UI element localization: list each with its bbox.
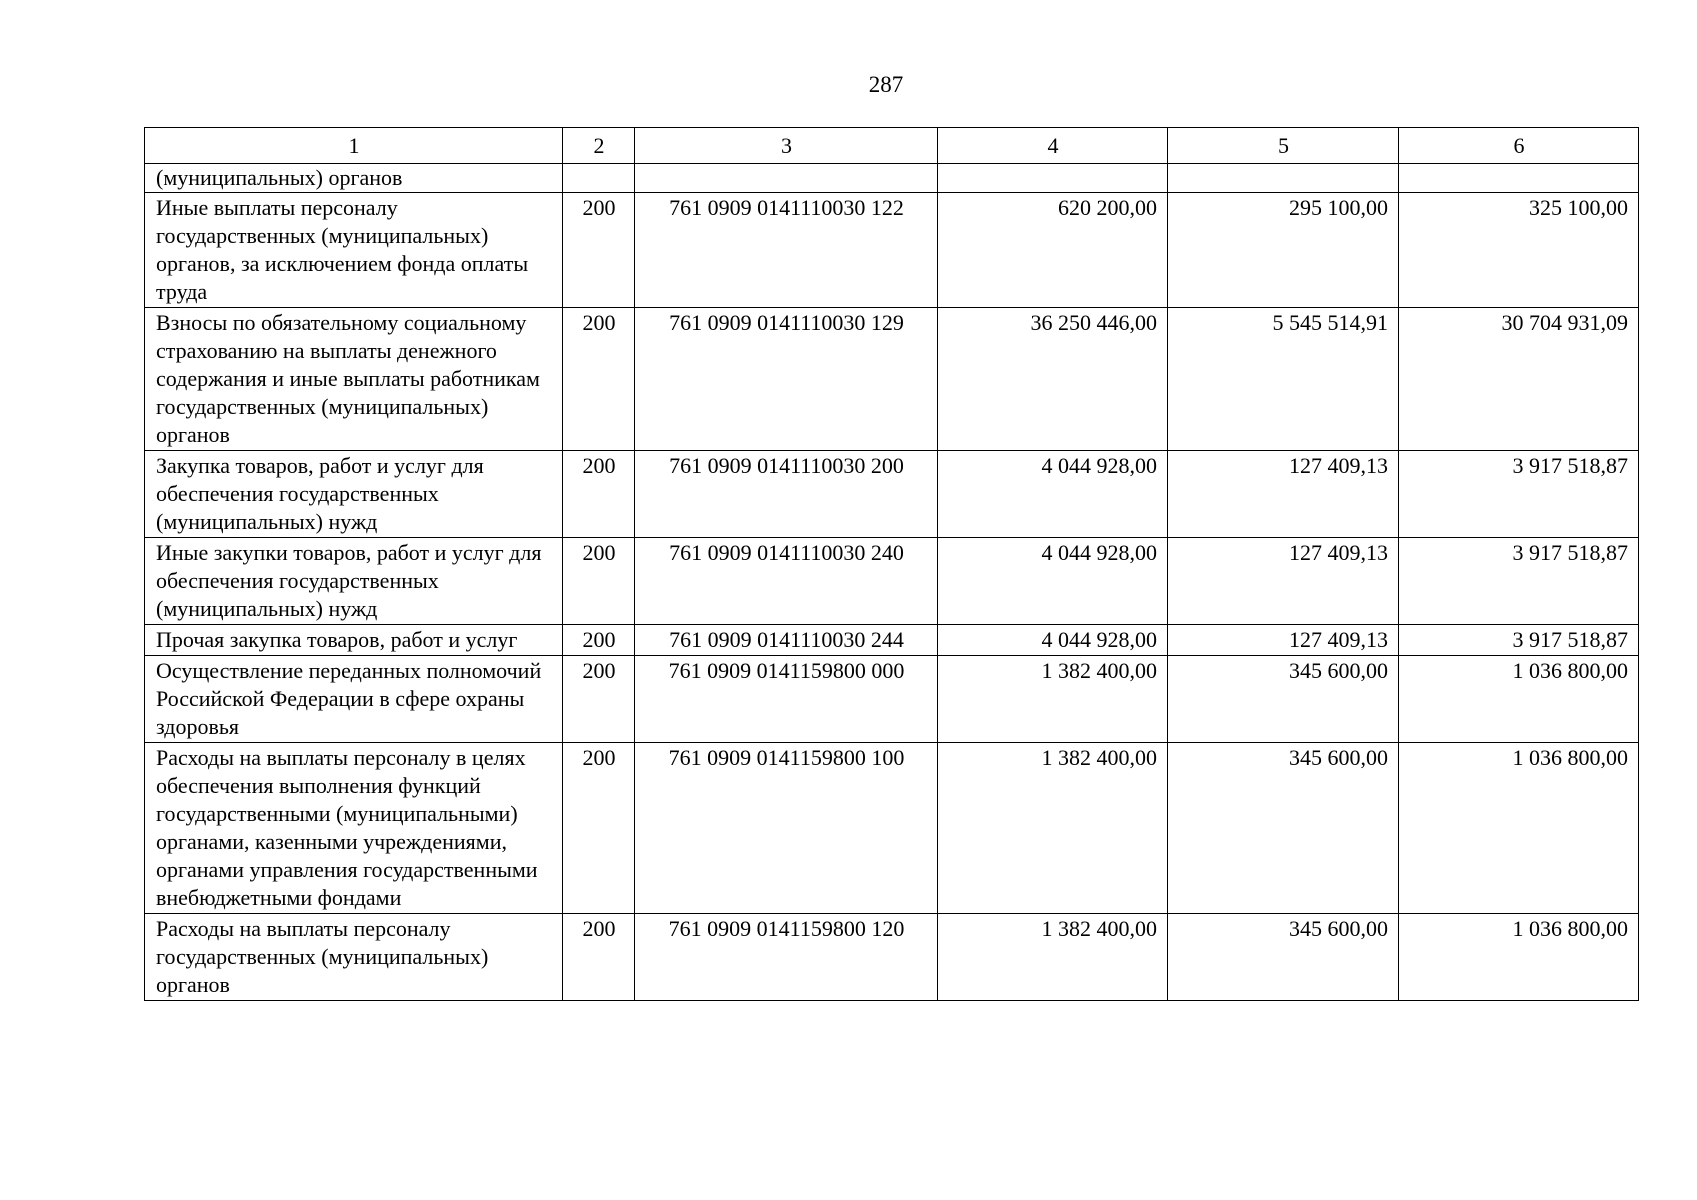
row-line-code-cell: 200 bbox=[563, 308, 635, 451]
table-row bbox=[145, 308, 1639, 451]
row-amount-6-cell: 3 917 518,87 bbox=[1399, 451, 1639, 538]
table-row bbox=[145, 164, 1639, 193]
table-row bbox=[145, 451, 1639, 538]
row-budget-code-cell: 761 0909 0141110030 129 bbox=[635, 308, 938, 451]
column-header-5: 5 bbox=[1168, 128, 1399, 164]
header-row bbox=[145, 128, 1639, 164]
row-name-cell: Иные закупки товаров, работ и услуг для обеспечения государственных (муниципальных) нужд bbox=[145, 538, 563, 625]
row-line-code-cell: 200 bbox=[563, 451, 635, 538]
column-header-6: 6 bbox=[1399, 128, 1639, 164]
row-budget-code-cell: 761 0909 0141110030 122 bbox=[635, 193, 938, 308]
row-amount-5-cell: 5 545 514,91 bbox=[1168, 308, 1399, 451]
row-budget-code-cell: 761 0909 0141110030 244 bbox=[635, 625, 938, 656]
row-line-code-cell: 200 bbox=[563, 656, 635, 743]
row-amount-4-cell: 4 044 928,00 bbox=[938, 538, 1168, 625]
row-amount-6-cell: 325 100,00 bbox=[1399, 193, 1639, 308]
column-header-2: 2 bbox=[563, 128, 635, 164]
row-name-cell: Иные выплаты персоналу государственных (муниципальных) органов, за исключением фонда оплаты труда bbox=[145, 193, 563, 308]
row-amount-4-cell: 1 382 400,00 bbox=[938, 914, 1168, 1001]
table-row bbox=[145, 914, 1639, 1001]
row-amount-5-cell bbox=[1168, 164, 1399, 193]
row-name-cell: Расходы на выплаты персоналу государственных (муниципальных) органов bbox=[145, 914, 563, 1001]
column-header-3: 3 bbox=[635, 128, 938, 164]
column-header-1: 1 bbox=[145, 128, 563, 164]
table-row bbox=[145, 656, 1639, 743]
column-header-4: 4 bbox=[938, 128, 1168, 164]
row-amount-4-cell: 4 044 928,00 bbox=[938, 451, 1168, 538]
row-amount-5-cell: 295 100,00 bbox=[1168, 193, 1399, 308]
row-amount-6-cell bbox=[1399, 164, 1639, 193]
table-row bbox=[145, 193, 1639, 308]
table-row bbox=[145, 538, 1639, 625]
row-amount-6-cell: 1 036 800,00 bbox=[1399, 656, 1639, 743]
row-amount-5-cell: 345 600,00 bbox=[1168, 914, 1399, 1001]
row-name-cell: Прочая закупка товаров, работ и услуг bbox=[145, 625, 563, 656]
row-line-code-cell bbox=[563, 164, 635, 193]
table-row bbox=[145, 625, 1639, 656]
row-amount-6-cell: 3 917 518,87 bbox=[1399, 625, 1639, 656]
row-amount-6-cell: 3 917 518,87 bbox=[1399, 538, 1639, 625]
row-name-cell: (муниципальных) органов bbox=[145, 164, 563, 193]
row-budget-code-cell bbox=[635, 164, 938, 193]
row-name-cell: Взносы по обязательному социальному страхованию на выплаты денежного содержания и иные выплаты работникам государственных (муниципальных) органов bbox=[145, 308, 563, 451]
row-budget-code-cell: 761 0909 0141110030 240 bbox=[635, 538, 938, 625]
row-budget-code-cell: 761 0909 0141159800 000 bbox=[635, 656, 938, 743]
row-amount-5-cell: 127 409,13 bbox=[1168, 451, 1399, 538]
row-amount-4-cell: 1 382 400,00 bbox=[938, 743, 1168, 914]
row-name-cell: Закупка товаров, работ и услуг для обеспечения государственных (муниципальных) нужд bbox=[145, 451, 563, 538]
budget-table bbox=[144, 127, 1639, 1001]
row-amount-6-cell: 1 036 800,00 bbox=[1399, 743, 1639, 914]
row-line-code-cell: 200 bbox=[563, 743, 635, 914]
row-line-code-cell: 200 bbox=[563, 538, 635, 625]
row-amount-4-cell bbox=[938, 164, 1168, 193]
row-line-code-cell: 200 bbox=[563, 193, 635, 308]
row-amount-6-cell: 30 704 931,09 bbox=[1399, 308, 1639, 451]
row-amount-4-cell: 36 250 446,00 bbox=[938, 308, 1168, 451]
row-amount-6-cell: 1 036 800,00 bbox=[1399, 914, 1639, 1001]
row-amount-4-cell: 4 044 928,00 bbox=[938, 625, 1168, 656]
row-name-cell: Расходы на выплаты персоналу в целях обеспечения выполнения функций государственными (муниципальными) органами, казенными учреждениями, органами управления государственными внебюджетными фондами bbox=[145, 743, 563, 914]
row-budget-code-cell: 761 0909 0141159800 100 bbox=[635, 743, 938, 914]
row-line-code-cell: 200 bbox=[563, 625, 635, 656]
row-name-cell: Осуществление переданных полномочий Российской Федерации в сфере охраны здоровья bbox=[145, 656, 563, 743]
row-amount-5-cell: 345 600,00 bbox=[1168, 743, 1399, 914]
row-amount-4-cell: 620 200,00 bbox=[938, 193, 1168, 308]
row-budget-code-cell: 761 0909 0141159800 120 bbox=[635, 914, 938, 1001]
row-amount-4-cell: 1 382 400,00 bbox=[938, 656, 1168, 743]
page-number: 287 bbox=[868, 72, 904, 97]
row-line-code-cell: 200 bbox=[563, 914, 635, 1001]
row-amount-5-cell: 127 409,13 bbox=[1168, 625, 1399, 656]
table-row bbox=[145, 743, 1639, 914]
row-amount-5-cell: 127 409,13 bbox=[1168, 538, 1399, 625]
row-amount-5-cell: 345 600,00 bbox=[1168, 656, 1399, 743]
row-budget-code-cell: 761 0909 0141110030 200 bbox=[635, 451, 938, 538]
